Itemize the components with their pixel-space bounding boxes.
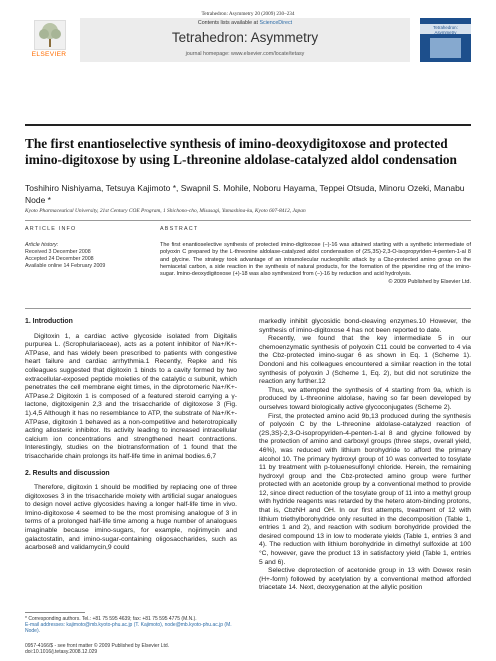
corresponding-authors: * Corresponding authors. Tel.: +81 75 595 4639; fax: +81 75 595 4775 (M.N.). <box>25 616 197 622</box>
affiliation-divider <box>25 220 471 221</box>
contents-line <box>80 20 410 26</box>
results-paragraph-3: Recently, we found that the key intermediate 5 in our chemoenzymatic synthesis of polyoxin C11 could be converted to 4 via the Cbz-protected imino-sugar 6 as shown in Eq. 1 (Scheme 1). Dondoni and his colleagues encountered a similar reaction in the total synthesis of polyoxin J (Scheme 1, Eq. 2), but did not scrutinize the reaction any further.12 <box>259 335 471 386</box>
section-heading-results: 2. Results and discussion <box>25 469 110 477</box>
journal-homepage[interactable]: journal homepage: www.elsevier.com/locate/tetasy <box>185 51 305 57</box>
abstract <box>160 226 471 287</box>
affiliation: Kyoto Pharmaceutical University, 21st Century COE Program, 1 Shichono-cho, Misasagi, Yamashina-ku, Kyoto 607-8412, Japan <box>25 208 306 214</box>
cover-image <box>430 38 461 58</box>
doi-line: doi:10.1016/j.tetasy.2008.12.029 <box>25 649 98 655</box>
contents-prefix: Contents lists available at <box>197 20 258 26</box>
left-column <box>25 318 237 553</box>
journal-cover <box>420 18 471 62</box>
footnote <box>25 616 237 635</box>
article-info-heading: ARTICLE INFO <box>25 226 77 232</box>
abstract-heading: ABSTRACT <box>160 226 199 232</box>
section-heading-introduction: 1. Introduction <box>25 318 73 325</box>
results-paragraph-5: First, the protected amino acid 9b,13 produced during the synthesis of polyoxin C by the L-threonine aldolase-catalyzed reaction of (2S,3S)-2,3-O-isopropyriden-4-penten-1-al 8 and glycine followed by the protection of amino and carboxyl groups (three steps, overall yield, 46%), was reduced with lithium borohydride to afford the primary alcohol 10. The primary hydroxyl group of 10 was converted to tosylate 11 by treatment with p-toluenesulfonyl chloride. Herein, the remaining hydroxyl group and the Cbz-protected amino group were further protected with an acetonide group by a conventional method to provide 12, since direct reduction of the tosylate group of 11 into a methyl group with hydride reagents was retarded by the hetero atom-binding protons, that is, CbzNH and OH. In our first attempts, treatment of 12 with lithium triethylborohydride only resulted in the decomposition (Table 1, entries 1 and 2), and reaction with sodium borohydride provided the desired compound 13 in low to moderate yields (Table 1, entries 3 and 4). The reduction with lithium borohydride in dimethyl sulfoxide at 100 °C, however, gave the product 13 in satisfactory yield (Table 1, entries 5 and 6). <box>259 412 471 566</box>
history-label: Article history: <box>25 242 59 248</box>
accepted-date: Accepted 24 December 2008 <box>25 256 94 262</box>
elsevier-tree-icon <box>34 20 66 50</box>
sciencedirect-link[interactable]: ScienceDirect <box>259 20 293 26</box>
abstract-text: The first enantioselective synthesis of protected imino-digitoxose (−)-16 was attained starting with a synthetic intermediate of polyoxin C prepared by the L-threonine aldolase-catalyzed aldol condensation of (2S,3S)-2,3-O-isopropyriden-4-penten-1-al 8 and glycine. The strategy took advantage of an intramolecular nucleophilic attack by a Cbz-protected amino group on the hemiacetal carbon, a side reaction in the synthesis of natural products, for the formation of the piperidine ring of the imino-sugar. Imino-deoxydigitoxose (+)-18 was also synthesized from (−)-16 by reduction and acid hydrolysis. <box>160 242 471 278</box>
received-date: Received 3 December 2008 <box>25 249 91 255</box>
elsevier-logo <box>25 18 73 62</box>
results-paragraph-2: markedly inhibit glycosidic bond-cleaving enzymes.10 However, the synthesis of imino-digitoxose 4 has not been reported to date. <box>259 318 471 334</box>
footnote-divider <box>25 612 85 613</box>
results-paragraph-1: Therefore, digitoxin 1 should be modified by replacing one of three digitoxoses 3 in the trisaccharide moiety with artificial sugar analogues to design novel active glycosides having a longer half-life time in vivo. Imino-digitoxose 4 seemed to be the most promising analogue of 3 in terms of a prolonged half-life time among a huge number of analogues imaginable because imino-sugars, for example, nojirimycin and galactostatin, and imino-sugar-containing oligosaccharides, such as acarbose8 and validamycin,9 could <box>25 484 237 552</box>
right-column <box>259 318 471 593</box>
journal-title: Tetrahedron: Asymmetry <box>171 30 319 45</box>
journal-header <box>25 18 471 62</box>
online-date: Available online 14 February 2009 <box>25 263 106 269</box>
issn-line: 0957-4166/$ - see front matter © 2009 Published by Elsevier Ltd. <box>25 643 170 649</box>
header-divider <box>25 124 471 126</box>
publisher-word: ELSEVIER <box>31 51 67 58</box>
email-addresses[interactable]: E-mail addresses: kajimoto@mb.kyoto-phu.ac.jp (T. Kajimoto), node@mb.kyoto-phu.ac.jp (M. Node). <box>25 622 232 635</box>
author-list: Toshihiro Nishiyama, Tetsuya Kajimoto *, Swapnil S. Mohile, Noboru Hayama, Teppei Otsuda, Minoru Ozeki, Manabu Node * <box>25 183 465 205</box>
journal-reference: Tetrahedron: Asymmetry 20 (2009) 230–234 <box>201 11 295 17</box>
article-title: The first enantioselective synthesis of imino-deoxydigitoxose and protected imino-digitoxose by using L-threonine aldolase-catalyzed aldol condensation <box>25 136 457 167</box>
abstract-copyright: © 2009 Published by Elsevier Ltd. <box>388 279 471 286</box>
masthead <box>80 18 410 62</box>
cover-title: Tetrahedron: Asymmetry <box>433 25 458 35</box>
page-bottom <box>25 643 225 655</box>
results-paragraph-6: Selective deprotection of acetonide group in 13 with Dowex resin (H+-form) followed by acetylation by a conventional method afforded triacetate 14. Next, deoxygenation at the allylic position <box>259 567 471 592</box>
abstract-divider <box>25 308 471 309</box>
intro-paragraph: Digitoxin 1, a cardiac active glycoside isolated from Digitalis purpurea L. (Scrophulariaceae), acts as a potent inhibitor of Na+/K+-ATPase, and has widely been prescribed to patients with congestive heart failure and cardiac arrhythmia.1 Recently, Repke and his colleagues suggested that digitoxin 1 binds to a cavity formed by two extracellular-exposed peptide moieties of the catalytic α subunit, which penetrates the cell membrane eight times, in the diprotomeric Na+/K+-ATPase.2 Digitoxin 1 is composed of a featured steroid carrying a γ-lactone, digitoxigenin 2,3 and the trisaccharide of digitoxose 3 (Fig. 1).4,5 Although it has no resemblance to ATP, the substrate of Na+/K+-ATPase, digitoxin 1 behaved as a non-competitive and heterotropically acting allosteric inhibitor. Its activity leading to increased intracellular calcium ion concentrations and strengthened heart contractions. Interestingly, studies on the biotransformation of 1 found that the trisaccharide chain prolongs its half-life time in animal bodies.6,7 <box>25 332 237 460</box>
results-paragraph-4: Thus, we attempted the synthesis of 4 starting from 9a, which is produced by L-threonine aldolase, having so far been developed by ourselves toward biologically active glycoconjugates (Scheme 2). <box>259 386 471 411</box>
article-info <box>25 226 145 270</box>
